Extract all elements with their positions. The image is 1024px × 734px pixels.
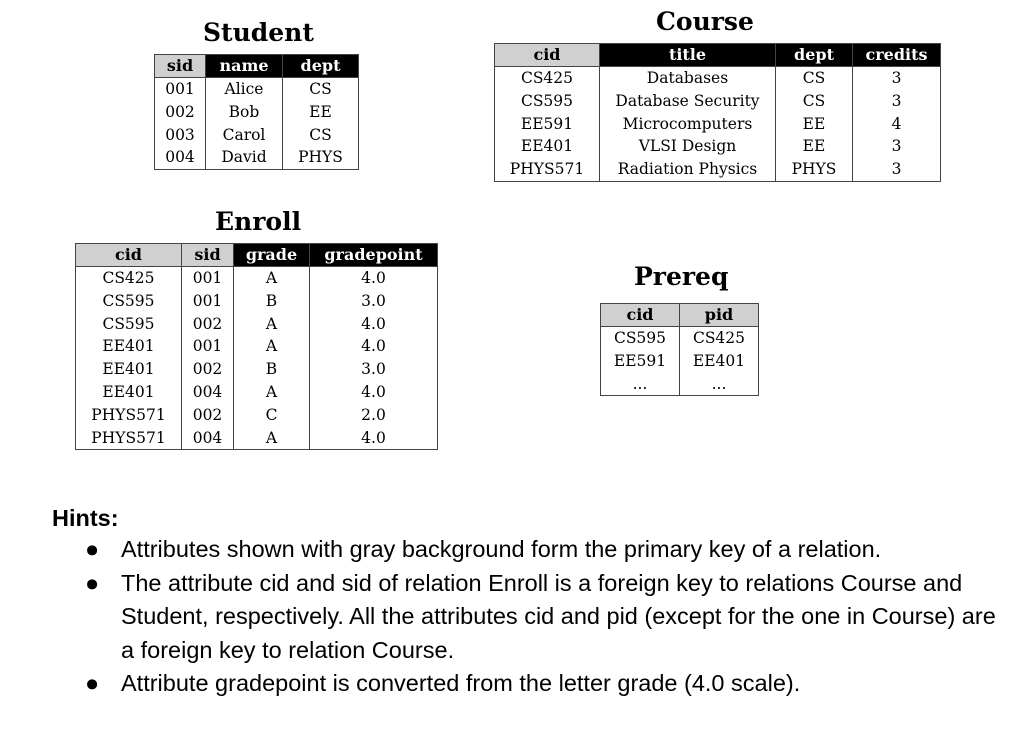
column-header-cid: cid	[76, 244, 182, 267]
table-row	[601, 350, 759, 373]
enroll-title: Enroll	[215, 207, 302, 236]
table-row	[76, 267, 438, 290]
column-header-sid: sid	[182, 244, 234, 267]
table-cell: 2.0	[310, 404, 438, 427]
bullet-icon: ●	[85, 569, 100, 596]
table-cell: 4.0	[310, 335, 438, 358]
course-table	[494, 43, 941, 182]
table-row	[495, 135, 941, 158]
course-title: Course	[656, 7, 754, 36]
hint-item	[52, 667, 1012, 701]
table-cell: VLSI Design	[600, 135, 776, 158]
table-cell: EE401	[102, 382, 155, 401]
table-cell: B	[234, 290, 310, 313]
table-row	[76, 381, 438, 404]
column-header-dept: dept	[776, 44, 853, 67]
table-cell: 4	[853, 113, 941, 136]
column-header-title: title	[600, 44, 776, 67]
table-cell: CS	[776, 67, 853, 90]
table-cell: EE	[776, 135, 853, 158]
table-cell: A	[234, 381, 310, 404]
table-cell: PHYS571	[91, 405, 166, 424]
table-cell: Database Security	[600, 90, 776, 113]
table-cell: EE591	[520, 114, 574, 133]
table-cell: A	[234, 427, 310, 450]
table-cell: 3.0	[310, 358, 438, 381]
table-cell: PHYS571	[91, 428, 166, 447]
table-cell: 4.0	[310, 381, 438, 404]
table-cell: 3	[853, 158, 941, 181]
table-cell: 3	[853, 135, 941, 158]
table-cell: EE401	[520, 137, 574, 156]
table-row	[155, 78, 359, 101]
table-cell: 004	[182, 381, 234, 404]
column-header-sid: sid	[155, 55, 206, 78]
table-cell: A	[234, 335, 310, 358]
hints-title: Hints:	[52, 505, 119, 531]
table-row	[76, 335, 438, 358]
table-cell: EE401	[680, 350, 759, 373]
table-cell: 001	[182, 335, 234, 358]
column-header-dept: dept	[283, 55, 359, 78]
hint-item	[52, 567, 1012, 668]
table-cell: 4.0	[310, 427, 438, 450]
column-header-cid: cid	[601, 304, 680, 327]
table-row	[155, 101, 359, 124]
table-row	[76, 313, 438, 336]
table-cell: 003	[165, 125, 195, 144]
table-cell: Carol	[206, 124, 283, 147]
table-row	[76, 427, 438, 450]
header-row	[601, 304, 759, 327]
table-cell: Microcomputers	[600, 113, 776, 136]
table-row	[495, 113, 941, 136]
hint-text: The attribute cid and sid of relation Enroll is a foreign key to relations Course and Student, respectively. All the attributes cid and pid (except for the one in Course) are a foreign key to relation Course.	[121, 569, 996, 663]
table-cell: EE591	[613, 351, 667, 370]
table-cell: David	[206, 146, 283, 169]
table-cell: 002	[165, 102, 195, 121]
table-row	[601, 373, 759, 396]
table-row	[76, 358, 438, 381]
table-cell: Databases	[600, 67, 776, 90]
table-cell: 3.0	[310, 290, 438, 313]
column-header-name: name	[206, 55, 283, 78]
table-cell: CS	[283, 124, 359, 147]
column-header-credits: credits	[853, 44, 941, 67]
table-cell: CS	[776, 90, 853, 113]
column-header-grade: grade	[234, 244, 310, 267]
table-cell: 004	[182, 427, 234, 450]
table-cell: 002	[182, 404, 234, 427]
table-cell: C	[234, 404, 310, 427]
table-cell: 001	[182, 290, 234, 313]
table-cell: CS595	[102, 314, 155, 333]
table-cell: CS425	[520, 69, 574, 87]
student-table	[154, 54, 359, 170]
table-cell: PHYS571	[509, 160, 585, 179]
table-cell: PHYS	[776, 158, 853, 181]
column-header-cid: cid	[495, 44, 600, 67]
table-cell: CS	[283, 78, 359, 101]
table-cell: 001	[182, 267, 234, 290]
column-header-gradepoint: gradepoint	[310, 244, 438, 267]
table-cell: 004	[165, 148, 195, 167]
prereq-title: Prereq	[634, 262, 729, 291]
table-cell: 002	[182, 358, 234, 381]
table-cell: CS595	[520, 91, 574, 110]
column-header-pid: pid	[680, 304, 759, 327]
bullet-icon: ●	[85, 670, 100, 696]
table-row	[155, 124, 359, 147]
student-title: Student	[203, 18, 314, 47]
table-cell: A	[234, 267, 310, 290]
hint-text: Attribute gradepoint is converted from the letter grade (4.0 scale).	[121, 670, 801, 696]
table-cell: 002	[182, 313, 234, 336]
table-cell: ...	[632, 374, 648, 393]
table-cell: CS595	[102, 291, 155, 310]
table-cell: PHYS	[283, 146, 359, 169]
hints-list	[52, 533, 1012, 701]
table-row	[76, 404, 438, 427]
table-row	[495, 90, 941, 113]
hint-item	[52, 533, 1012, 567]
table-row	[495, 67, 941, 90]
table-cell: CS425	[680, 327, 759, 350]
header-row	[155, 55, 359, 78]
header-row	[495, 44, 941, 67]
table-cell: ...	[680, 373, 759, 396]
table-cell: B	[234, 358, 310, 381]
table-cell: CS425	[102, 269, 155, 287]
table-cell: 3	[853, 67, 941, 90]
table-row	[76, 290, 438, 313]
table-cell: Alice	[206, 78, 283, 101]
table-cell: EE	[776, 113, 853, 136]
table-cell: 4.0	[310, 313, 438, 336]
table-cell: Radiation Physics	[600, 158, 776, 181]
enroll-table	[75, 243, 438, 450]
table-cell: Bob	[206, 101, 283, 124]
table-cell: EE401	[102, 337, 155, 356]
prereq-table	[600, 303, 759, 396]
hints-section	[52, 503, 1012, 701]
table-cell: 4.0	[310, 267, 438, 290]
table-row	[495, 158, 941, 181]
table-cell: 3	[853, 90, 941, 113]
table-row	[601, 327, 759, 350]
table-cell: A	[234, 313, 310, 336]
hint-text: Attributes shown with gray background form the primary key of a relation.	[121, 536, 882, 562]
table-cell: EE	[283, 101, 359, 124]
table-cell: 001	[165, 80, 195, 98]
bullet-icon: ●	[85, 536, 100, 562]
header-row	[76, 244, 438, 267]
table-cell: CS595	[613, 329, 667, 347]
table-row	[155, 146, 359, 169]
table-cell: EE401	[102, 360, 155, 379]
